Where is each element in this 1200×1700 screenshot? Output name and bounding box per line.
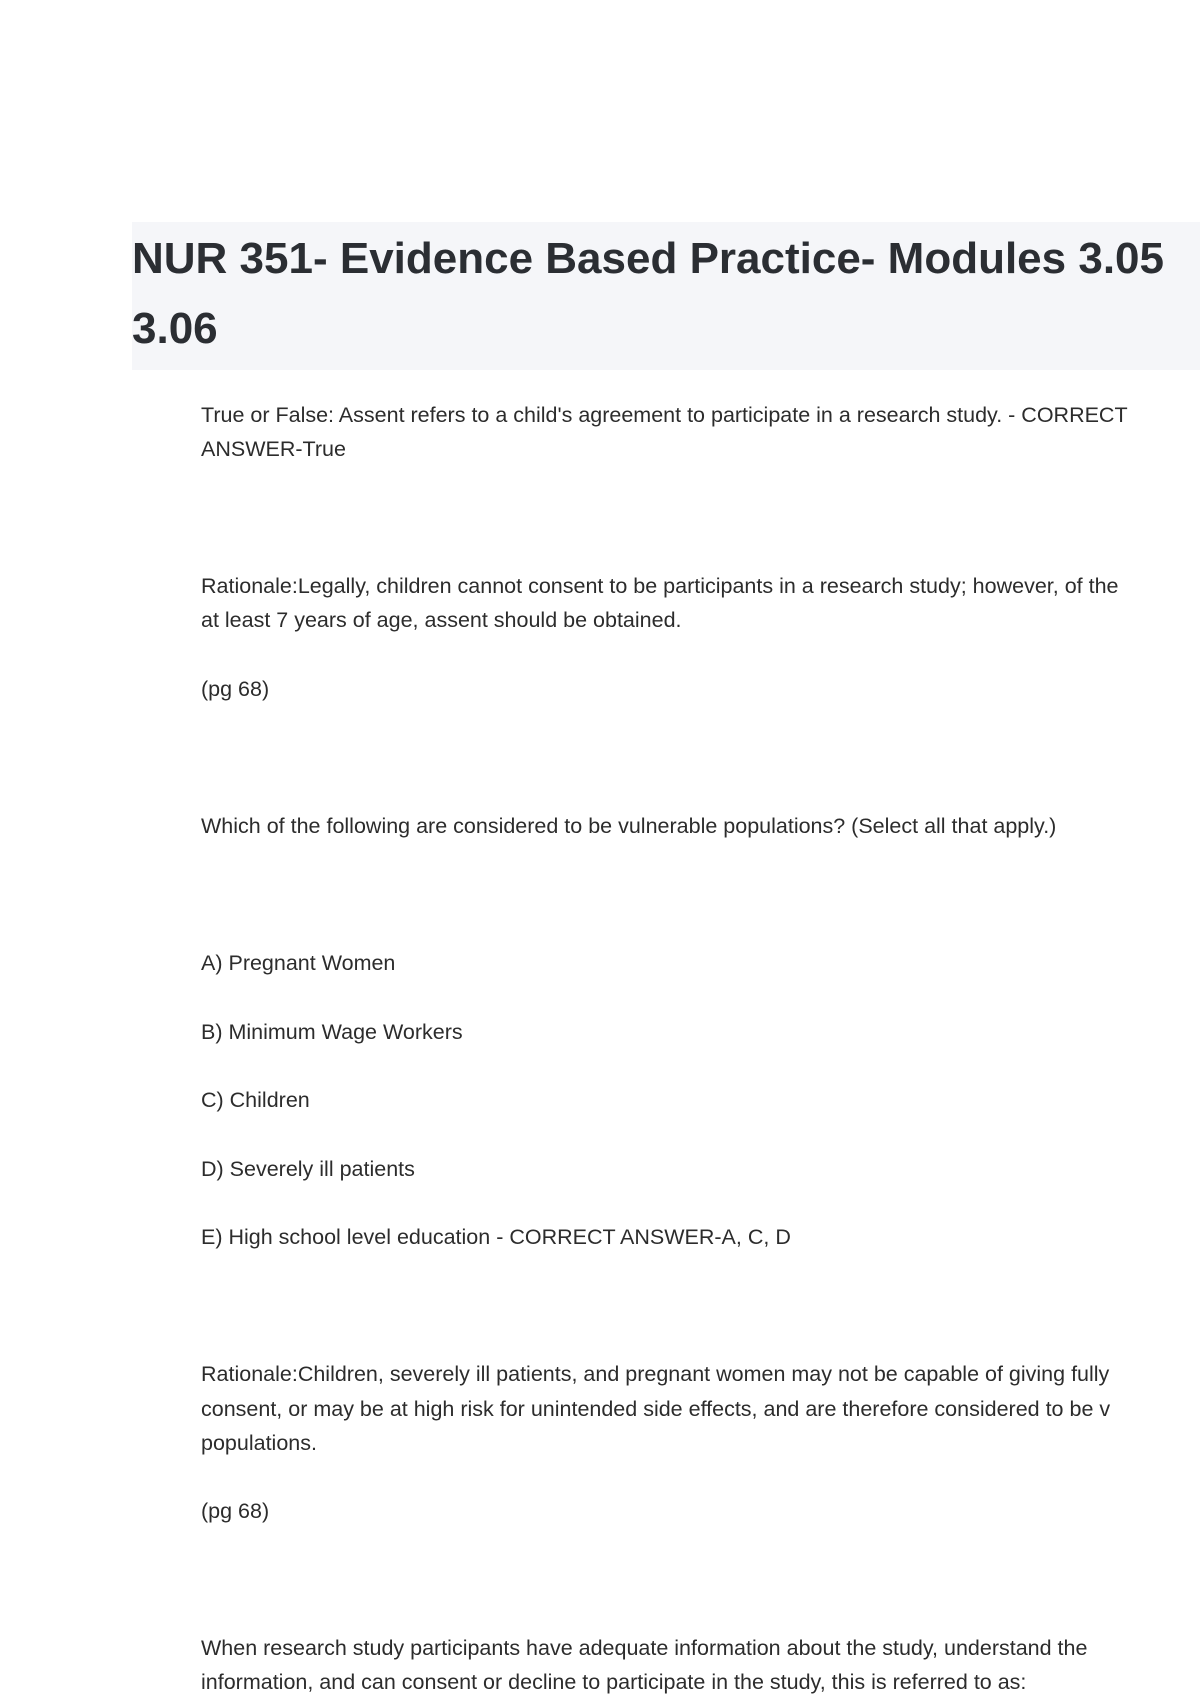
rationale-1-page-reference: (pg 68): [201, 677, 270, 701]
document-title-line-2: 3.06: [132, 304, 218, 353]
question-3-text-line-2: information, and can consent or decline to participate in the study, this is referred to as:: [201, 1670, 1027, 1694]
document-body: [201, 0, 1200, 1700]
document-title-line-1: NUR 351- Evidence Based Practice- Modules 3.05: [132, 234, 1164, 283]
question-2-text: Which of the following are considered to be vulnerable populations? (Select all that apply.): [201, 814, 1057, 838]
question-2-option-c: C) Children: [201, 1088, 310, 1112]
rationale-2-line-1: Rationale:Children, severely ill patients, and pregnant women may not be capable of giving fully: [201, 1362, 1110, 1386]
question-1-text-line-1: True or False: Assent refers to a child's agreement to participate in a research study. - CORRECT: [201, 403, 1128, 427]
rationale-2-line-2: consent, or may be at high risk for unintended side effects, and are therefore considered to be v: [201, 1397, 1111, 1421]
question-2-option-b: B) Minimum Wage Workers: [201, 1020, 463, 1044]
question-2-option-d: D) Severely ill patients: [201, 1157, 415, 1181]
question-2-option-a: A) Pregnant Women: [201, 951, 396, 975]
rationale-2-page-reference: (pg 68): [201, 1499, 270, 1523]
rationale-2-line-3: populations.: [201, 1431, 317, 1455]
rationale-1-line-2: at least 7 years of age, assent should be obtained.: [201, 608, 682, 632]
rationale-1-line-1: Rationale:Legally, children cannot consent to be participants in a research study; however, of the: [201, 574, 1119, 598]
question-1-text-line-2: ANSWER-True: [201, 437, 346, 461]
question-2-option-e-with-answer: E) High school level education - CORRECT ANSWER-A, C, D: [201, 1225, 791, 1249]
question-3-text-line-1: When research study participants have adequate information about the study, understand the: [201, 1636, 1088, 1660]
